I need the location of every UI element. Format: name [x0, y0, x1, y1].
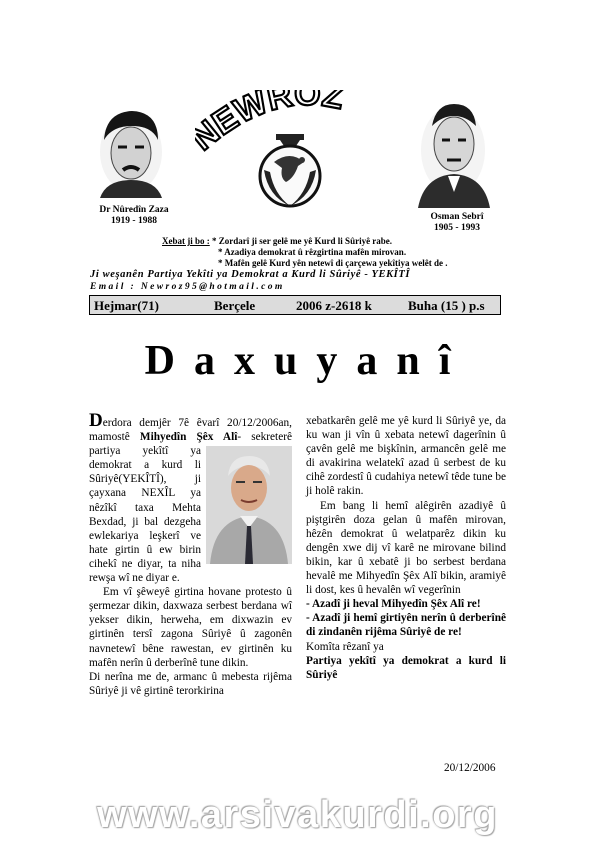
portrait-left — [92, 106, 170, 198]
right-column — [306, 414, 506, 682]
goals-item: * Azadiya demokrat û rêzgirtina mafên mirovan. — [218, 247, 407, 257]
portrait-left-name: Dr Nûredîn Zaza — [99, 205, 169, 215]
goals-item: * Mafên gelê Kurd yên netewî di çarçewa yekîtiya welêt de . — [218, 258, 448, 268]
portrait-left-caption — [84, 205, 184, 227]
document-date: 20/12/2006 — [444, 762, 496, 774]
paragraph-text: - sekreterê partiya yekîtî ya demokrat a kurd li Sûriyê(YEKÎTÎ), ji çayxana NEXÎL ya nêzîkî taxa Mehta Bexdad, ji bal dezgeha ewlekariya leşkerî ve hate girtin û ew birin cihekî ne diyar, ta niha rewşa wî ne diyar e. — [89, 431, 292, 585]
slogan: - Azadî ji heval Mihyedîn Şêx Alî re! — [306, 598, 481, 611]
portrait-right-years: 1905 - 1993 — [434, 223, 480, 233]
goals-item: * Zordarî ji ser gelê me yê Kurd li Sûriyê rabe. — [212, 236, 393, 246]
goals-block — [162, 236, 447, 269]
party-signature: Partiya yekîtî ya demokrat a kurd li Sûriyê — [306, 654, 506, 681]
issue-price: Buha (15 ) p.s — [408, 298, 485, 313]
page-title: Daxuyanî — [144, 338, 470, 384]
slogan: - Azadî ji hemî girtiyên nerîn û derberînê di zindanên rijêma Sûriyê de re! — [306, 612, 506, 639]
issue-info-bar — [89, 295, 501, 315]
email-line: Email : Newroz95@hotmail.com — [90, 282, 285, 292]
person-photo — [206, 446, 292, 564]
paragraph: Di nerîna me de, armanc û mebesta rijêma Sûriyê ji vê girtinê terorkirina — [89, 670, 292, 697]
emblem-logo — [250, 132, 330, 212]
paragraph: Em vî şêweyê girtina hovane protesto û şermezar dikin, daxwaza serbest berdana wî yekser dikin, herweha, em dixwazin ev girtinên tersî zagona Sûriyê û zagonên navnetewî bêne rawestan, ev girtinên ku mafên nerîn û derberînê tune dikin. — [89, 586, 292, 669]
issue-number: Hejmar(71) — [94, 298, 159, 313]
paragraph: xebatkarên gelê me yê kurd li Sûriyê ye, da ku wan ji vîn û xebata netewî dagerînin û çavên gelê me bişkînin, armancên gelê me di avakirina welatekî azad û serbest de ku cihê zordestî û cudahiya netewî têde tune be ji holê rakin. — [306, 415, 506, 498]
portrait-left-years: 1919 - 1988 — [111, 216, 157, 226]
masthead-title: EWROZ — [205, 90, 347, 143]
person-name: Mihyedîn Şêx Alî — [139, 431, 238, 444]
issue-month: Berçele — [214, 298, 256, 313]
portrait-right-name: Osman Sebrî — [430, 212, 484, 222]
drop-cap: D — [89, 410, 103, 431]
watermark: www.arsivakurdi.org — [97, 794, 498, 836]
committee: Komîta rêzanî ya — [306, 640, 384, 653]
paragraph: Em bang li hemî alêgirên azadiyê û piştgirên doza gelan û mafên mirovan, hêzên demokrat û welatparêz dikin ku dengên xwe dij vî karê ne mirovane bilind bikin, kar û xebatê ji bo serbest berdana hevalê me Mihyedîn Şêx Alî bikin, aramiyê li dost, kes û hevalên wî vegerînin — [306, 499, 506, 597]
org-line: Ji weşanên Partiya Yekîti ya Demokrat a Kurd li Sûriyê - YEKÎTÎ — [90, 269, 411, 280]
portrait-right — [414, 100, 492, 192]
left-column — [89, 410, 292, 698]
goals-label: Xebat ji bo : — [162, 236, 210, 246]
paragraph-text: erdora demjêr 7ê êvarî 20/12/2006an, mamostê — [89, 417, 292, 444]
portrait-right-caption — [412, 212, 502, 234]
issue-year: 2006 z-2618 k — [296, 298, 372, 313]
